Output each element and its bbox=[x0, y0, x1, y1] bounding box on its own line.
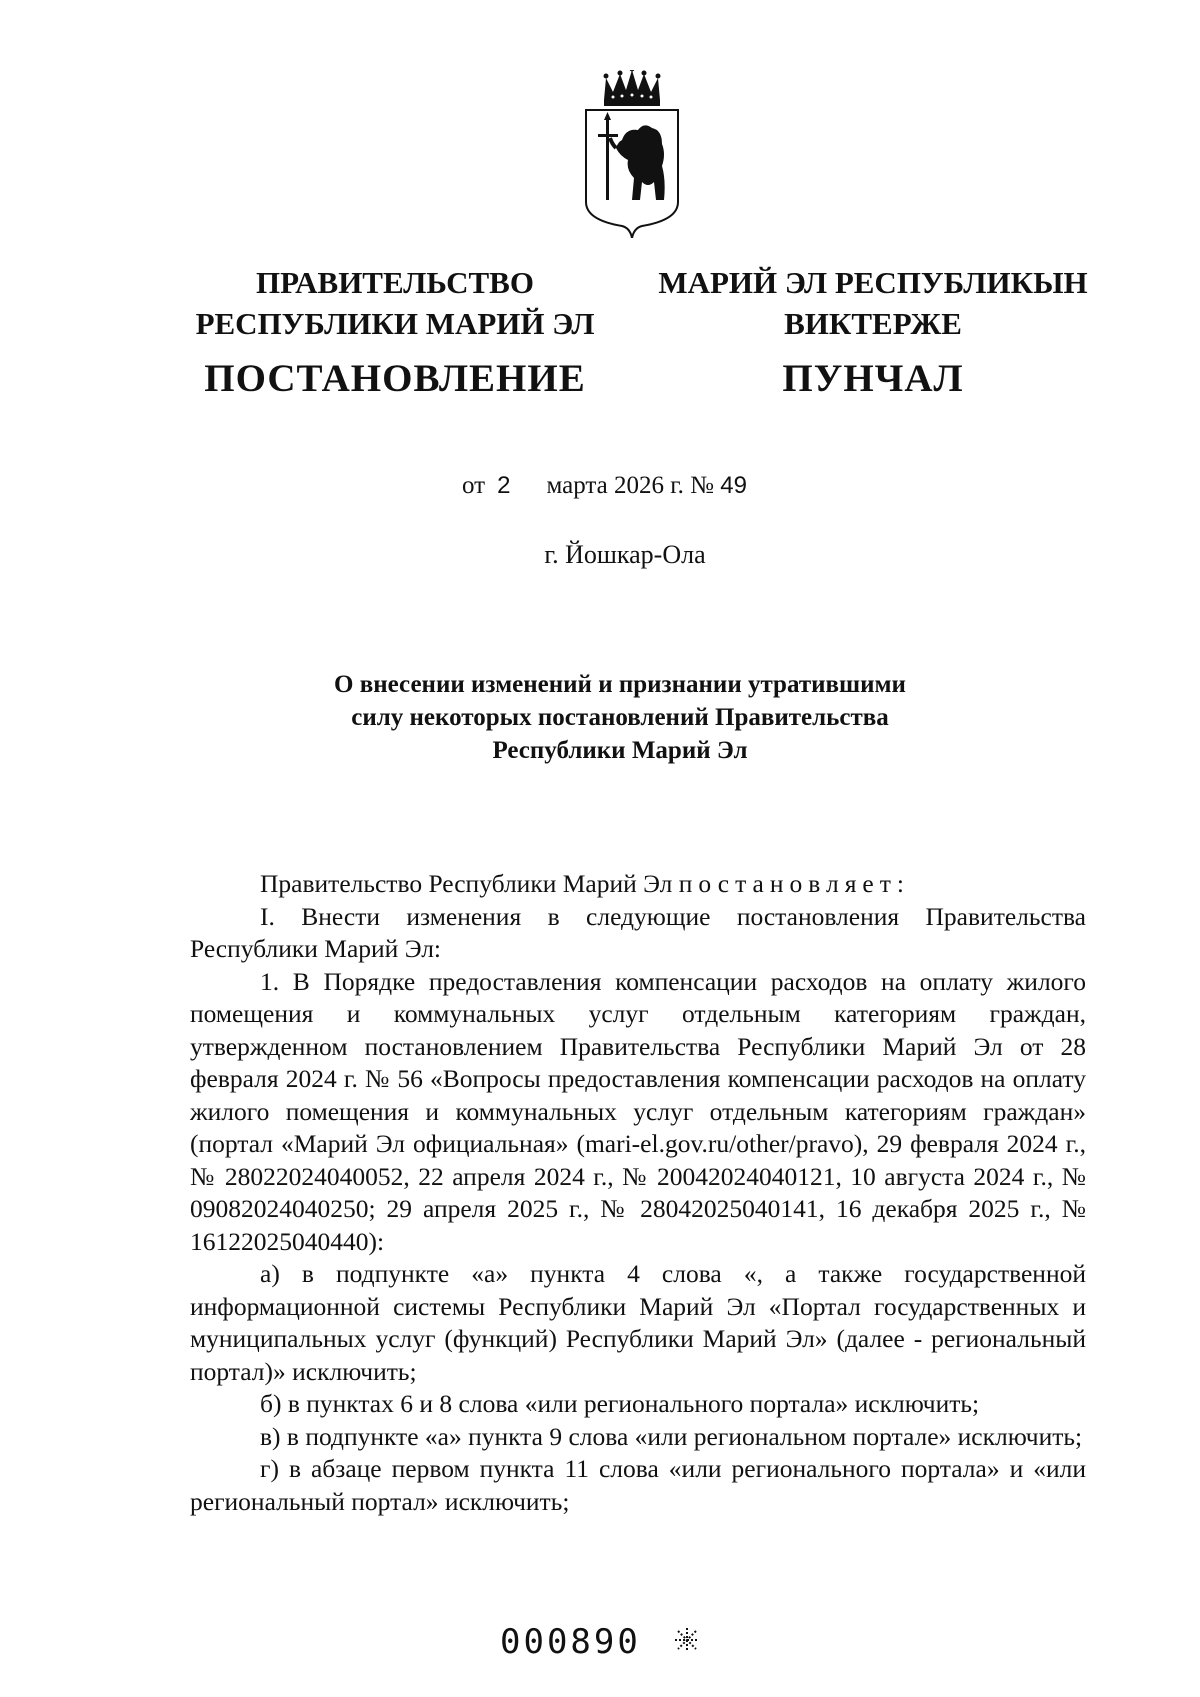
document-type-ru: ПОСТАНОВЛЕНИЕ bbox=[204, 357, 586, 400]
document-date-line bbox=[462, 472, 747, 500]
date-prefix: от bbox=[462, 472, 486, 499]
document-number: 49 bbox=[720, 472, 747, 499]
intro-text: Правительство Республики Марий Эл bbox=[260, 869, 673, 898]
document-type-mari: ПУНЧАЛ bbox=[782, 357, 964, 400]
intro-paragraph bbox=[190, 868, 1086, 901]
paragraph: б) в пунктах 6 и 8 слова «или регионального портала» исключить; bbox=[260, 1389, 980, 1418]
serial-number: 000890 bbox=[500, 1622, 641, 1662]
paragraph: а) в подпункте «а» пункта 4 слова «, а также государственной информационной системы Республики Марий Эл «Портал государственных и муниципальных услуг (функций) Республики Марий Эл» (далее - региональный портал)» исключить; bbox=[190, 1259, 1086, 1386]
title-line: силу некоторых постановлений Правительства bbox=[351, 704, 889, 731]
title-line: О внесении изменений и признании утратившими bbox=[334, 671, 906, 698]
document-title bbox=[250, 668, 990, 767]
city: г. Йошкар-Ола bbox=[544, 540, 706, 569]
date-day: 2 bbox=[497, 472, 511, 499]
header-right-line1: МАРИЙ ЭЛ РЕСПУБЛИКЫН bbox=[658, 265, 1088, 300]
intro-spaced-word: постановляет: bbox=[678, 869, 910, 898]
paragraph: в) в подпункте «а» пункта 9 слова «или региональном портале» исключить; bbox=[260, 1421, 1083, 1451]
paragraph: I. Внести изменения в следующие постановления Правительства Республики Марий Эл: bbox=[190, 901, 1086, 963]
date-month-year: марта 2026 г. № bbox=[546, 472, 714, 499]
header-right-line2: ВИКТЕРЖЕ bbox=[784, 306, 962, 341]
header-left-line1: ПРАВИТЕЛЬСТВО bbox=[256, 265, 534, 300]
paragraph: г) в абзаце первом пункта 11 слова «или регионального портала» и «или региональный портал» исключить; bbox=[190, 1454, 1086, 1516]
coat-of-arms-icon bbox=[582, 70, 682, 238]
header-left-block bbox=[170, 262, 620, 414]
title-line: Республики Марий Эл bbox=[492, 737, 748, 764]
header-right-block bbox=[648, 262, 1098, 414]
header-left-line2: РЕСПУБЛИКИ МАРИЙ ЭЛ bbox=[195, 306, 595, 341]
asterisk-mark-icon bbox=[673, 1626, 701, 1654]
paragraph: 1. В Порядке предоставления компенсации расходов на оплату жилого помещения и коммунальных услуг отдельным категориям граждан, утвержденном постановлением Правительства Республики Марий Эл от 28 февраля 2024 г. № 56 «Вопросы предоставления компенсации расходов на оплату жилого помещения и коммунальных услуг отдельным категориям граждан» (портал «Марий Эл официальная» (mari-el.gov.ru/other/pravo), 29 февраля 2024 г., № 28022024040052, 22 апреля 2024 г., № 20042024040121, 10 августа 2024 г., № 09082024040250; 29 апреля 2025 г., № 28042025040141, 16 декабря 2025 г., № 16122025040440): bbox=[190, 966, 1086, 1256]
document-body bbox=[190, 868, 1086, 1518]
